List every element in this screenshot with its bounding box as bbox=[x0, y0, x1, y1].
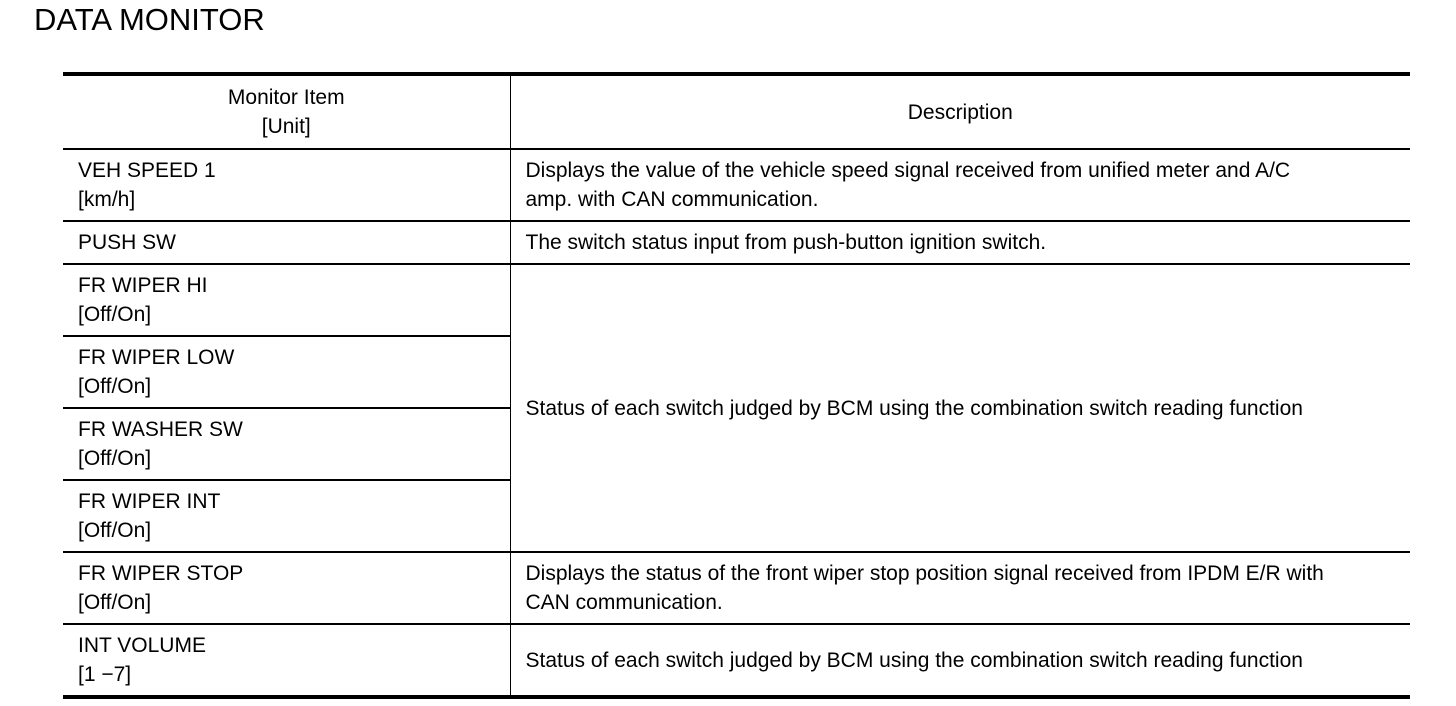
data-monitor-table bbox=[63, 72, 1410, 699]
merged-description-cell: Status of each switch judged by BCM using the combination switch reading function bbox=[510, 264, 1410, 552]
header-unit-label: [Unit] bbox=[261, 115, 311, 138]
table-header-row bbox=[63, 74, 1410, 149]
monitor-item-name: FR WIPER STOP bbox=[78, 562, 244, 585]
monitor-item-cell bbox=[63, 480, 510, 552]
table-row bbox=[63, 264, 1410, 336]
monitor-item-name: FR WIPER LOW bbox=[78, 346, 235, 369]
table-row bbox=[63, 221, 1410, 264]
monitor-item-name: FR WIPER HI bbox=[78, 274, 208, 297]
monitor-item-cell bbox=[63, 552, 510, 624]
monitor-item-cell bbox=[63, 624, 510, 697]
description-cell: Status of each switch judged by BCM using the combination switch reading function bbox=[525, 648, 1303, 672]
header-description: Description bbox=[510, 74, 1410, 149]
description-line: amp. with CAN communication. bbox=[525, 188, 819, 211]
monitor-item-name: PUSH SW bbox=[78, 231, 177, 254]
monitor-item-unit: [Off/On] bbox=[78, 519, 152, 542]
header-item-label: Monitor Item bbox=[227, 86, 345, 109]
table-row bbox=[63, 624, 1410, 697]
description-line: Displays the status of the front wiper stop position signal received from IPDM E/R with bbox=[525, 562, 1324, 585]
monitor-item-unit: [Off/On] bbox=[78, 375, 152, 398]
description-cell bbox=[510, 552, 1410, 624]
monitor-item-unit: [Off/On] bbox=[78, 447, 152, 470]
header-monitor-item bbox=[63, 74, 510, 149]
table-row bbox=[63, 149, 1410, 221]
monitor-item-name: FR WASHER SW bbox=[78, 418, 243, 441]
description-line: CAN communication. bbox=[525, 591, 723, 614]
monitor-item-cell bbox=[63, 149, 510, 221]
monitor-item-cell bbox=[63, 336, 510, 408]
monitor-item-cell bbox=[63, 221, 510, 264]
page-title: DATA MONITOR bbox=[34, 2, 265, 37]
description-cell: The switch status input from push-button ignition switch. bbox=[510, 221, 1410, 264]
monitor-item-unit: [km/h] bbox=[78, 188, 136, 211]
monitor-item-name: INT VOLUME bbox=[78, 634, 206, 657]
description-line: Displays the value of the vehicle speed signal received from unified meter and A/C bbox=[525, 159, 1291, 182]
description-cell bbox=[510, 149, 1410, 221]
monitor-item-unit: [Off/On] bbox=[78, 303, 152, 326]
table-row bbox=[63, 552, 1410, 624]
monitor-item-unit: [Off/On] bbox=[78, 591, 152, 614]
monitor-item-name: FR WIPER INT bbox=[78, 490, 221, 513]
monitor-item-name: VEH SPEED 1 bbox=[78, 159, 216, 182]
monitor-item-cell bbox=[63, 264, 510, 336]
monitor-item-unit: [1 −7] bbox=[78, 663, 132, 686]
monitor-item-cell bbox=[63, 408, 510, 480]
